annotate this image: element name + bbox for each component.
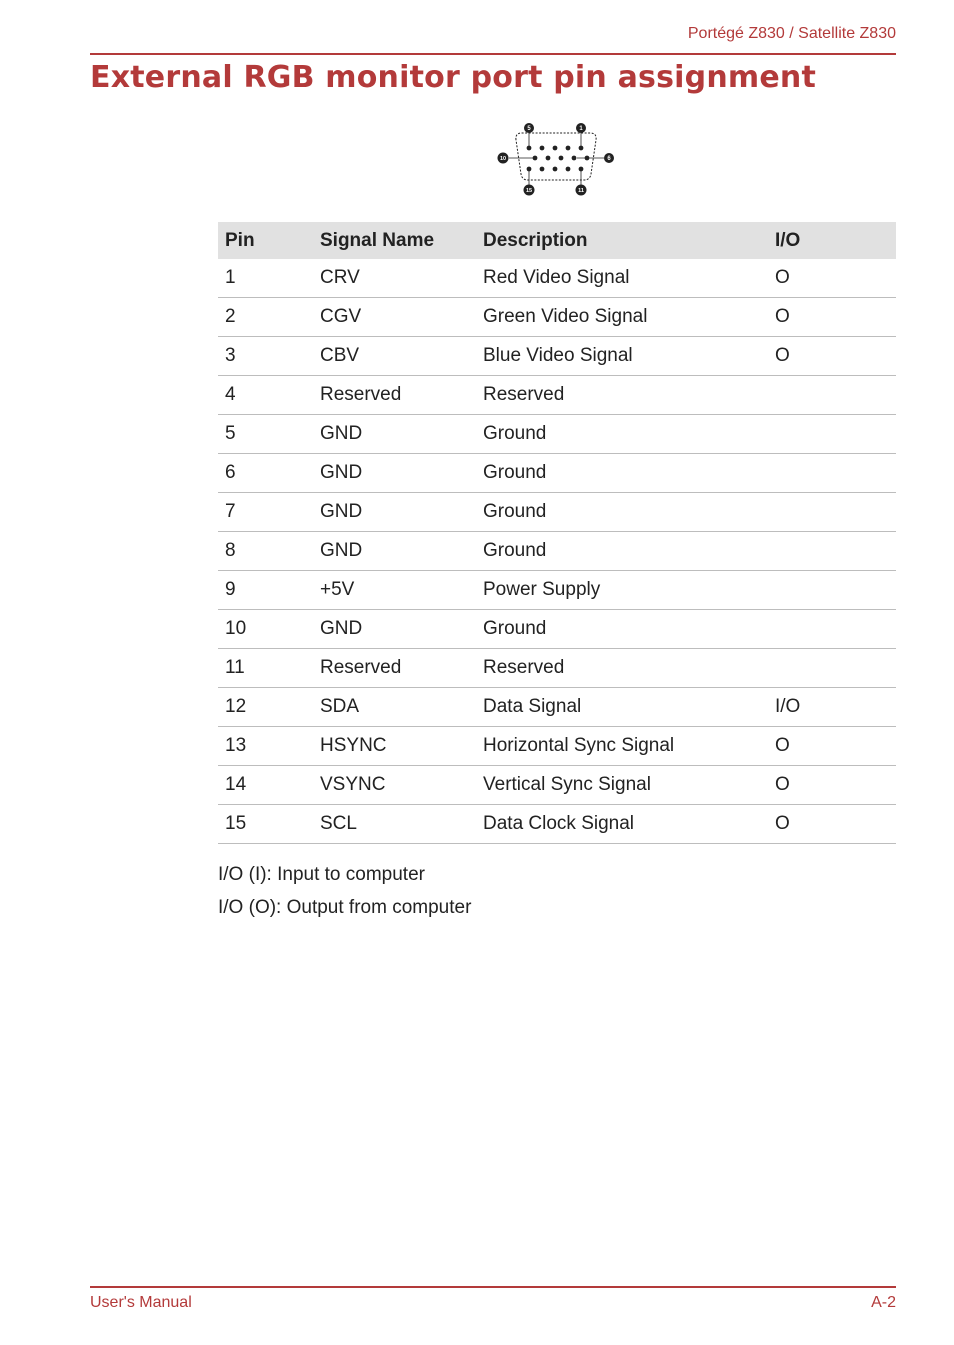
note-output: I/O (O): Output from computer: [218, 897, 472, 918]
signal-name-cell: Reserved: [313, 649, 476, 688]
description-cell: Data Signal: [476, 688, 768, 727]
description-cell: Red Video Signal: [476, 259, 768, 298]
pin-cell: 1: [218, 259, 313, 298]
table-row: [218, 766, 896, 805]
pin-cell: 8: [218, 532, 313, 571]
io-cell: [768, 493, 896, 532]
table-row: [218, 532, 896, 571]
pin-cell: 3: [218, 337, 313, 376]
table-row: [218, 259, 896, 298]
pin-label-10: 10: [499, 156, 507, 163]
io-cell: O: [768, 298, 896, 337]
description-cell: Power Supply: [476, 571, 768, 610]
pin-cell: 7: [218, 493, 313, 532]
footer-rule: [90, 1286, 896, 1288]
table-row: [218, 805, 896, 844]
pin-cell: 5: [218, 415, 313, 454]
pin-label-6: 6: [607, 156, 611, 163]
header-rule: [90, 53, 896, 55]
signal-name-cell: CGV: [313, 298, 476, 337]
table-row: [218, 493, 896, 532]
signal-name-cell: Reserved: [313, 376, 476, 415]
signal-name-cell: GND: [313, 610, 476, 649]
header-pin: Pin: [218, 222, 313, 259]
signal-name-cell: SDA: [313, 688, 476, 727]
description-cell: Ground: [476, 532, 768, 571]
io-cell: O: [768, 805, 896, 844]
header-signal-name: Signal Name: [313, 222, 476, 259]
pin-assignment-table: [218, 222, 896, 844]
description-cell: Ground: [476, 415, 768, 454]
note-input: I/O (I): Input to computer: [218, 864, 425, 885]
signal-name-cell: GND: [313, 454, 476, 493]
table-row: [218, 415, 896, 454]
signal-name-cell: CBV: [313, 337, 476, 376]
pin-cell: 15: [218, 805, 313, 844]
running-header: Portégé Z830 / Satellite Z830: [687, 25, 896, 42]
table-row: [218, 610, 896, 649]
pin-label-5: 5: [527, 126, 531, 133]
io-cell: [768, 571, 896, 610]
signal-name-cell: GND: [313, 493, 476, 532]
pin-cell: 9: [218, 571, 313, 610]
pin-label-1: 1: [579, 126, 583, 133]
footer-page-number: A-2: [871, 1294, 896, 1311]
connector-shell: [516, 133, 596, 180]
pin-cell: 12: [218, 688, 313, 727]
io-notes: [218, 864, 471, 930]
pin-cell: 2: [218, 298, 313, 337]
description-cell: Ground: [476, 610, 768, 649]
table-row: [218, 454, 896, 493]
footer-manual-label: User's Manual: [90, 1294, 192, 1311]
io-cell: O: [768, 727, 896, 766]
io-cell: O: [768, 766, 896, 805]
page-title: External RGB monitor port pin assignment: [90, 60, 816, 95]
signal-name-cell: +5V: [313, 571, 476, 610]
pin-cell: 6: [218, 454, 313, 493]
io-cell: [768, 415, 896, 454]
io-cell: [768, 610, 896, 649]
table-row: [218, 571, 896, 610]
pin-cell: 11: [218, 649, 313, 688]
table-row: [218, 337, 896, 376]
io-cell: [768, 376, 896, 415]
table-header-row: [218, 222, 896, 259]
description-cell: Blue Video Signal: [476, 337, 768, 376]
signal-name-cell: GND: [313, 415, 476, 454]
io-cell: [768, 454, 896, 493]
io-cell: O: [768, 259, 896, 298]
table-row: [218, 688, 896, 727]
table-row: [218, 727, 896, 766]
signal-name-cell: HSYNC: [313, 727, 476, 766]
description-cell: Vertical Sync Signal: [476, 766, 768, 805]
io-cell: [768, 649, 896, 688]
pin-cell: 4: [218, 376, 313, 415]
vga-connector-diagram: [494, 118, 618, 198]
signal-name-cell: VSYNC: [313, 766, 476, 805]
description-cell: Reserved: [476, 376, 768, 415]
pin-label-15: 15: [525, 188, 533, 195]
table-body: [218, 259, 896, 844]
signal-name-cell: SCL: [313, 805, 476, 844]
io-cell: I/O: [768, 688, 896, 727]
description-cell: Ground: [476, 493, 768, 532]
pin-label-11: 11: [578, 188, 584, 195]
table-row: [218, 376, 896, 415]
signal-name-cell: CRV: [313, 259, 476, 298]
table-row: [218, 298, 896, 337]
description-cell: Ground: [476, 454, 768, 493]
header-io: I/O: [768, 222, 896, 259]
io-cell: O: [768, 337, 896, 376]
description-cell: Reserved: [476, 649, 768, 688]
description-cell: Horizontal Sync Signal: [476, 727, 768, 766]
header-description: Description: [476, 222, 768, 259]
pin-cell: 10: [218, 610, 313, 649]
signal-name-cell: GND: [313, 532, 476, 571]
io-cell: [768, 532, 896, 571]
pin-cell: 13: [218, 727, 313, 766]
pin-cell: 14: [218, 766, 313, 805]
description-cell: Green Video Signal: [476, 298, 768, 337]
description-cell: Data Clock Signal: [476, 805, 768, 844]
table-row: [218, 649, 896, 688]
